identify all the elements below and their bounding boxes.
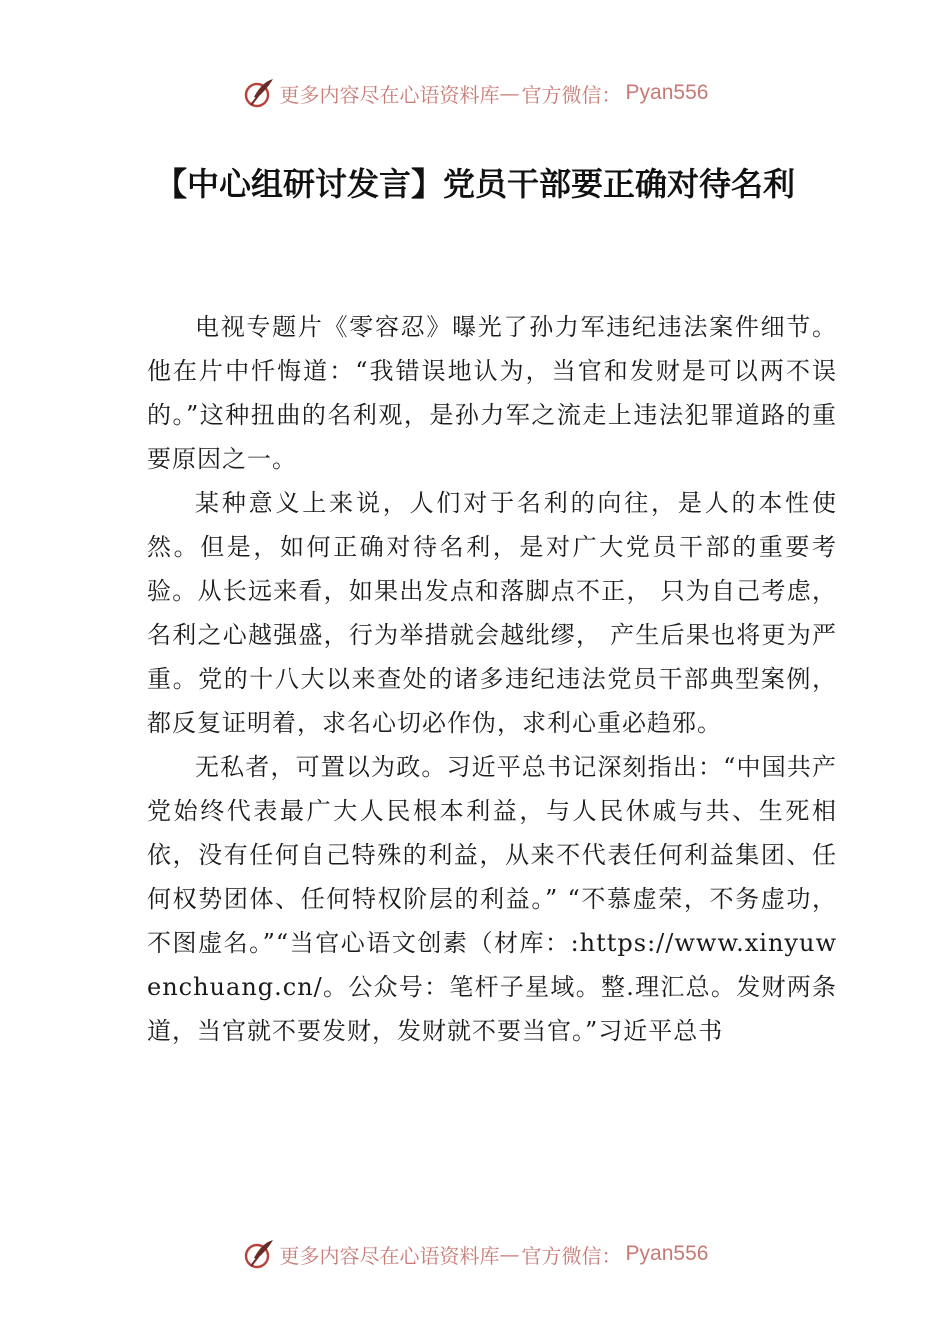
paragraph-1: 电视专题片《零容忍》曝光了孙力军违纪违法案件细节。他在片中忏悔道：“我错误地认为，当官和发财是可以两不误的。”这种扭曲的名利观，是孙力军之流走上违法犯罪道路的重要原因之一。 xyxy=(147,313,837,473)
paragraph-3: 无私者，可置以为政。习近平总书记深刻指出：“中国共产党始终代表最广大人民根本利益，与人民休戚与共、生死相依，没有任何自己特殊的利益，从来不代表任何利益集团、任何权势团体、任何特权阶层的利益。” “不慕虚荣，不务虚功，不图虚名。”“当官心语文创素（材库：:https://www.xinyuwenchuang.cn/。公众号：笔杆子星域。整.理汇总。发财两条道，当官就不要发财，发财就不要当官。”习近平总书 xyxy=(147,753,837,1045)
quill-logo-icon xyxy=(242,76,276,110)
paragraph-2: 某种意义上来说，人们对于名利的向往，是人的本性使然。但是，如何正确对待名利，是对广大党员干部的重要考验。从长远来看，如果出发点和落脚点不正， 只为自己考虑，名利之心越强盛，行为举措就会越纰缪， 产生后果也将更为严重。党的十八大以来查处的诸多违纪违法党员干部典型案例，都反复证明着，求名心切必作伪，求利心重必趋邪。 xyxy=(147,489,837,737)
banner-wechat-id: Pyan556 xyxy=(625,81,709,104)
header-banner xyxy=(0,73,950,113)
footer-banner xyxy=(0,1234,950,1274)
banner-wechat-label: 官方微信： xyxy=(521,1243,622,1268)
document-body xyxy=(147,305,837,1053)
banner-separator: — xyxy=(499,81,520,105)
banner-separator: — xyxy=(499,1242,520,1266)
banner-text: 更多内容尽在心语资料库 xyxy=(279,82,500,107)
banner-text: 更多内容尽在心语资料库 xyxy=(279,1243,500,1268)
quill-logo-icon xyxy=(242,1237,276,1271)
banner-wechat-label: 官方微信： xyxy=(521,82,622,107)
document-title: 【中心组研讨发言】党员干部要正确对待名利 xyxy=(154,165,795,203)
banner-wechat-id: Pyan556 xyxy=(625,1242,709,1265)
